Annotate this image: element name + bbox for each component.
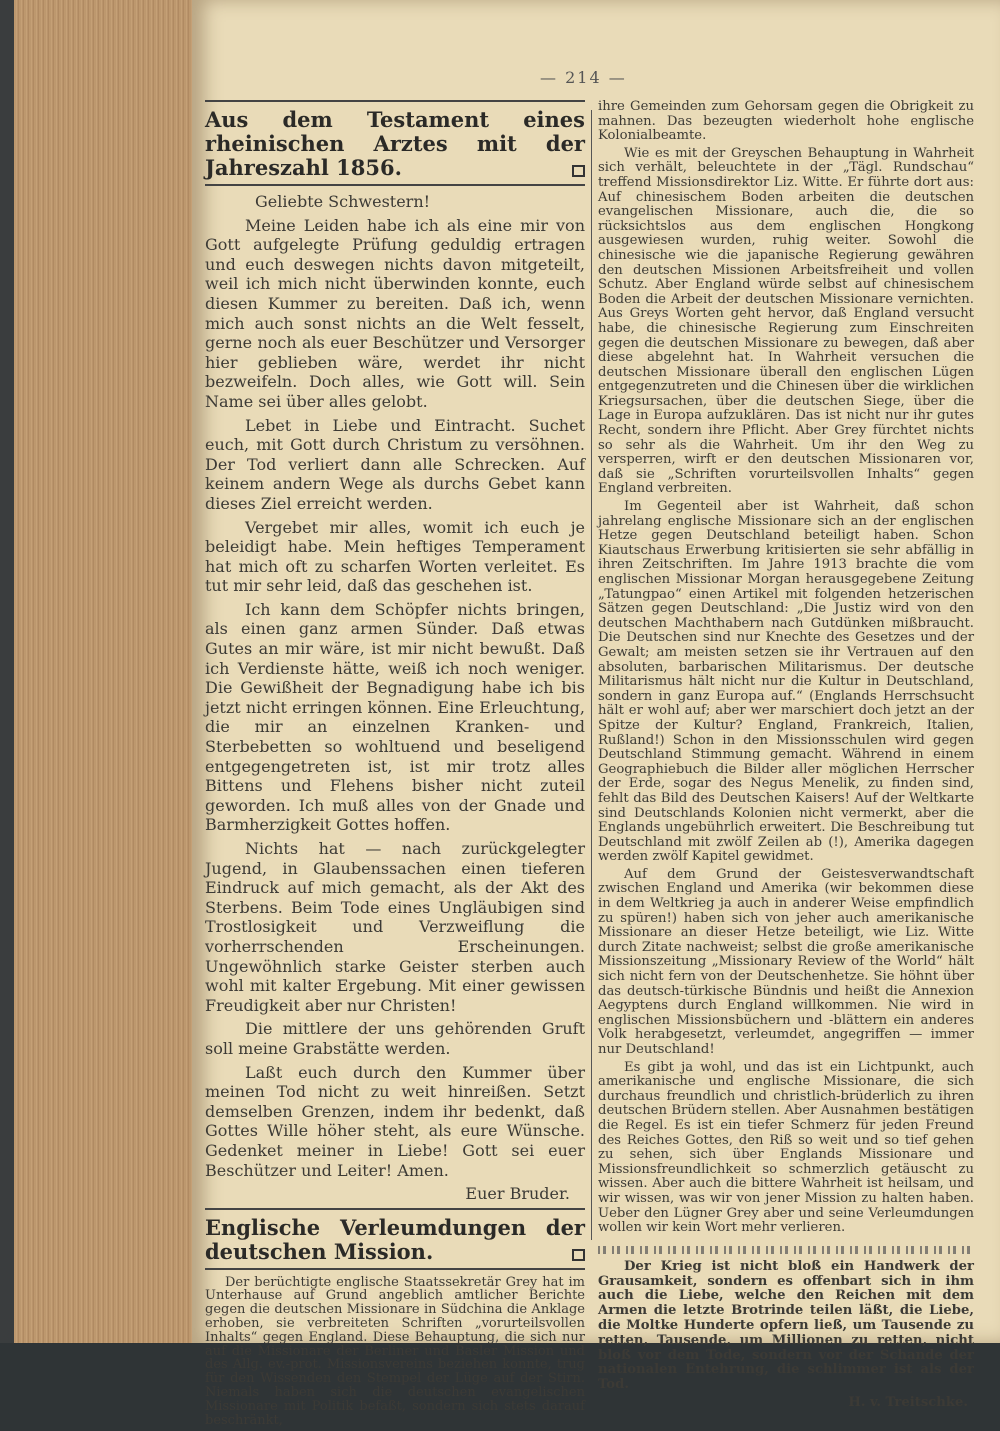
end-mark-icon [572,1249,585,1261]
page-number: — 214 — [540,68,627,87]
left-column [205,100,585,1431]
paragraph: Es gibt ja wohl, und das ist ein Lichtpunkt, auch amerikanische und englische Missionare, die sich durchaus freundlich und christlich-brüderlich zu ihren deutschen Brüdern stellen. Aber Ausnahmen bestätigen die Regel. Es ist ein tiefer Schmerz für jeden Freund des Reiches Gottes, den Riß so weit und so tief gehen zu sehen, sich über Englands Missionare und Missionsfreundlichkeit so schmerzlich getäuscht zu wissen. Aber auch die bittere Wahrheit ist heilsam, und wir wissen, was wir von jener Mission zu halten haben. Ueber den Lügner Grey aber und seine Verleumdungen wollen wir kein Wort mehr verlieren. [598,1059,974,1236]
paragraph: Vergebet mir alles, womit ich euch je beleidigt habe. Mein heftiges Temperament hat mich oft zu scharfen Worten verleitet. Es tut mir sehr leid, daß das geschehen ist. [205,517,585,596]
paragraph: Der berüchtigte englische Staatssekretär Grey hat im Unterhause auf Grund angeblich amtlicher Berichte gegen die deutschen Missionare in Südchina die Anklage erhoben, sie verbreiteten Schriften „vorurteilsvollen Inhalts“ gegen England. Diese Behauptung, die sich nur auf die Missionare der Berliner und Basler Mission und des Allg. ev.-prot. Missionsvereins beziehen konnte, trug für den Wissenden den Stempel der Lüge auf der Stirn. Niemals haben sich die deutschen evangelischen Missionare mit Politik befaßt, sondern sich stets darauf beschränkt, [205,1274,585,1428]
book-page-edges [0,0,195,1343]
quote-author: H. v. Treitschke. [848,1394,968,1410]
salutation: Geliebte Schwestern! [255,192,431,211]
paragraph: Im Gegenteil aber ist Wahrheit, daß schon jahrelang englische Missionare sich an der englischen Hetze gegen Deutschland beteiligt haben. Schon Kiautschaus Erwerbung kritisierten sie sehr abfällig in ihren Zeitschriften. Im Jahre 1913 brachte die vom englischen Missionar Morgan herausgegebene Zeitung „Tatungpao“ einen Artikel mit folgenden hetzerischen Sätzen gegen Deutschland: „Die Justiz wird von den deutschen Machthabern nach Gutdünken mißbraucht. Die Deutschen sind nur Knechte des Gesetzes und der Gewalt; am meisten setzen sie ihr Vertrauen auf den absoluten, barbarischen Militarismus. Der deutsche Militarismus hält nicht nur die Kultur in Deutschland, sondern in ganz Europa auf.“ (Englands Herrschsucht hält er wohl auf; aber wer marschiert doch jetzt an der Spitze der Kultur? England, Frankreich, Italien, Rußland!) Schon in den Missionsschulen wird gegen Deutschland Stimmung gemacht. Während in einem Geographiebuch die Bilder aller möglichen Herrscher der Erde, sogar des Negus Menelik, zu finden sind, fehlt das Bild des Deutschen Kaisers! Auf der Weltkarte sind Deutschlands Kolonien nicht vermerkt, aber die Englands ungebührlich erweitert. Die Beschreibung tut Deutschland mit zwölf Zeilen ab (!), Amerika dagegen werden zwölf Kapitel gewidmet. [598,499,974,865]
end-mark-icon [572,165,585,177]
rule [205,184,585,186]
paragraph: Nichts hat — nach zurückgelegter Jugend, in Glaubenssachen einen tieferen Eindruck auf mich gemacht, als der Akt des Sterbens. Beim Tode eines Ungläubigen sind Trostlosigkeit und Verzweiflung die vorherrschenden Erscheinungen. Ungewöhnlich starke Geister sterben auch wohl mit kalter Ergebung. Mit einer gewissen Freudigkeit aber nur Christen! [205,839,585,1015]
paragraph: Auf dem Grund der Geistesverwandtschaft zwischen England und Amerika (wir bekommen diese in dem Weltkrieg ja auch in anderer Weise empfindlich zu spüren!) haben sich von jeher auch amerikanische Missionare an dieser Hetze beteiligt, wie Liz. Witte durch Zitate nachweist; selbst die große amerikanische Missionszeitung „Missionary Review of the World“ hält sich nicht fern von der Deutschenhetze. Sie höhnt über das deutsch-türkische Bündnis und heißt die Annexion Aegyptens durch England willkommen. Nie wird in englischen Missionsbüchern und -blättern ein anderes Volk herabgesetzt, verleumdet, angegriffen — immer nur Deutschland! [598,866,974,1057]
quote-box [598,1260,974,1411]
article-title: Aus dem Testament eines rheinischen Arztes mit der Jahreszahl 1856. [205,107,585,180]
quote-text: Der Krieg ist nicht bloß ein Handwerk der Grausamkeit, sondern es offenbart sich in ihm auch die Liebe, welche den Reichen mit dem Armen die letzte Brotrinde teilen läßt, die Liebe, die Moltke Hunderte opfern ließ, um Tausende zu retten, Tausende, um Millionen zu retten, nicht bloß vor dem Tode, sondern vor der Schande der nationalen Entehrung, die schlimmer ist als der Tod. [598,1258,974,1393]
paragraph: Lebet in Liebe und Eintracht. Suchet euch, mit Gott durch Christum zu versöhnen. Der Tod verliert dann alle Schrecken. Auf keinem andern Wege als durchs Gebet kann dieses Ziel erreicht werden. [205,415,585,513]
column-divider [591,110,592,1240]
article-title: Englische Verleumdungen der deutschen Mission. [205,1214,585,1264]
right-column [598,100,974,1414]
paragraph: Wie es mit der Greyschen Behauptung in Wahrheit sich verhält, beleuchtete in der „Tägl. Rundschau“ treffend Missionsdirektor Liz. Witte. Er führte dort aus: Auf chinesischem Boden arbeiten die deutschen evangelischen Missionare, auch die, die so rücksichtslos aus dem englischen Hongkong ausgewiesen wurden, ruhig weiter. Sowohl die chinesische wie die japanische Regierung gewähren den deutschen Missionen Arbeitsfreiheit und vollen Schutz. Aber England würde selbst auf chinesischem Boden die Arbeit der deutschen Missionare vernichten. Aus Greys Worten geht hervor, daß England versucht habe, die chinesische Regierung zum Einschreiten gegen die deutschen Missionare zu bewegen, daß aber diese abgelehnt hat. In Wahrheit versuchen die deutschen Missionare überall den englischen Lügen entgegenzutreten und die Chinesen über die wirklichen Kriegsursachen, über die deutschen Siege, über die Lage in Europa aufzuklären. Das ist nicht nur ihr gutes Recht, sondern ihre Pflicht. Aber Grey fürchtet nichts so sehr als die Wahrheit. Um ihr den Weg zu versperren, wirft er den deutschen Missionaren vor, daß sie „Schriften vorurteilsvollen Inhalts“ gegen England verbreiten. [598,145,974,497]
paragraph: Meine Leiden habe ich als eine mir von Gott aufgelegte Prüfung geduldig ertragen und euch deswegen nichts davon mitgeteilt, weil ich mich nicht überwinden konnte, euch diesen Kummer zu bereiten. Daß ich, wenn mich auch sonst nichts an die Welt fesselt, gerne noch als euer Beschützer und Versorger hier geblieben wäre, werdet ihr nicht bezweifeln. Doch alles, wie Gott will. Sein Name sei über alles gelobt. [205,215,585,411]
rule [205,100,585,102]
signature: Euer Bruder. [465,1184,570,1204]
ornamental-border [598,1246,974,1254]
paragraph: ihre Gemeinden zum Gehorsam gegen die Obrigkeit zu mahnen. Das bezeugten wiederholt hohe englische Kolonialbeamte. [598,99,974,144]
paragraph: Laßt euch durch den Kummer über meinen Tod nicht zu weit hinreißen. Setzt demselben Grenzen, indem ihr bedenkt, daß Gottes Wille höher steht, als eure Wünsche. Gedenket meiner in Liebe! Gott sei euer Beschützer und Leiter! Amen. [205,1062,585,1180]
paragraph: Ich kann dem Schöpfer nichts bringen, als einen ganz armen Sünder. Daß etwas Gutes an mir wäre, ist mir nicht bewußt. Daß ich Verdienste hätte, weiß ich noch weniger. Die Gewißheit der Begnadigung habe ich bis jetzt nicht erringen können. Eine Erleuchtung, die mir an einzelnen Kranken- und Sterbebetten so wohltuend und beseligend entgegengetreten ist, ist mir trotz alles Bittens und Flehens bisher nicht zuteil geworden. Ich muß alles von der Gnade und Barmherzigkeit Gottes hoffen. [205,599,585,835]
rule [205,1208,585,1210]
paragraph: Die mittlere der uns gehörenden Gruft soll meine Grabstätte werden. [205,1019,585,1058]
rule [205,1268,585,1270]
